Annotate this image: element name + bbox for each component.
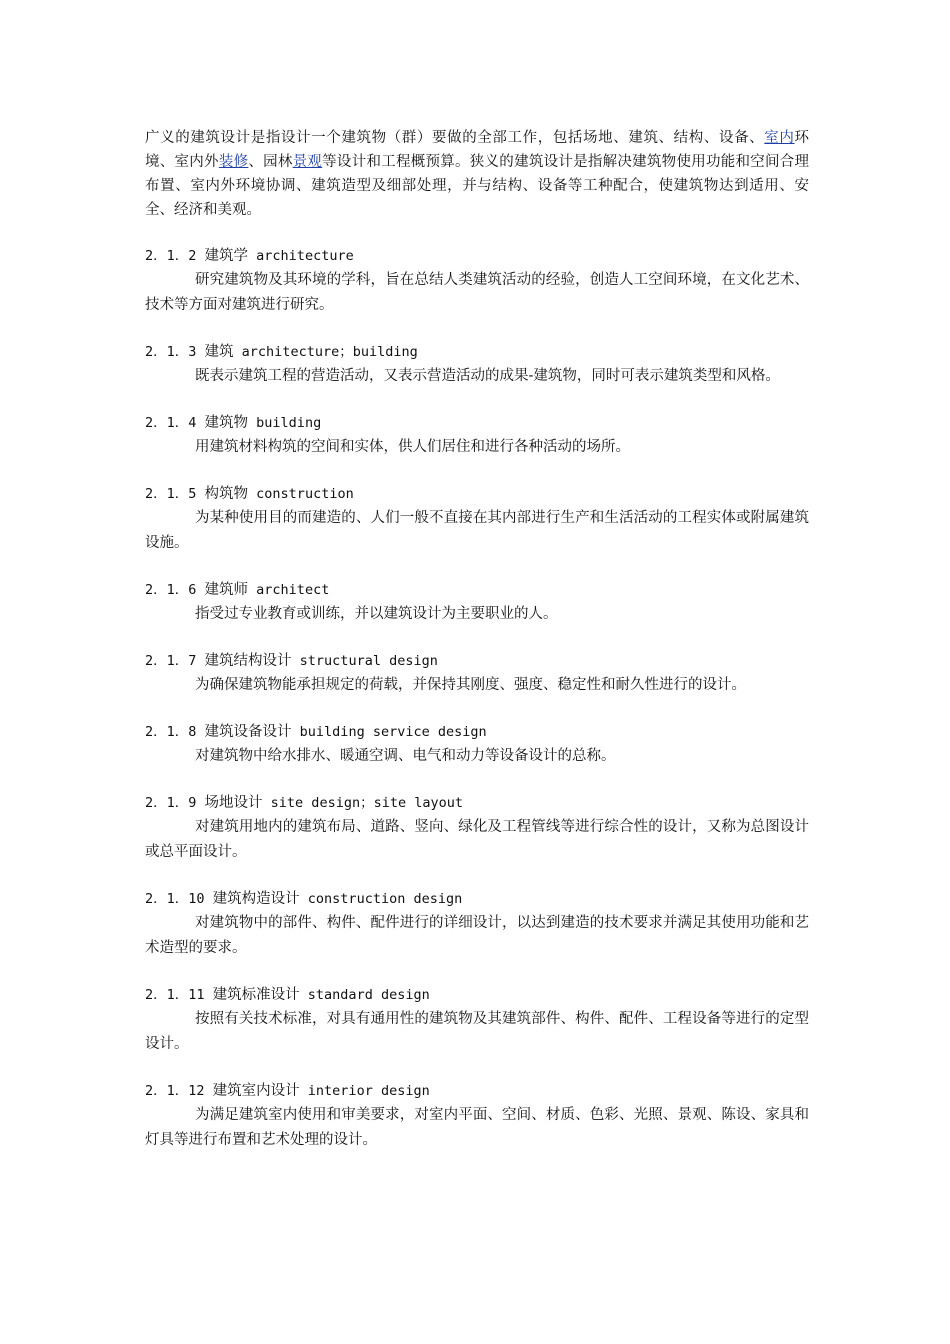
term-entry	[145, 340, 809, 389]
term-english: architecture	[256, 248, 354, 264]
term-heading	[145, 649, 809, 673]
term-entry	[145, 791, 809, 865]
term-number: 2．1．6	[145, 582, 197, 598]
term-definition: 对建筑用地内的建筑布局、道路、竖向、绿化及工程管线等进行综合性的设计，又称为总图设计或总平面设计。	[145, 819, 809, 860]
term-number: 2．1．9	[145, 795, 197, 811]
term-number: 2．1．11	[145, 987, 205, 1003]
term-list	[145, 244, 809, 1153]
term-definition: 指受过专业教育或训练，并以建筑设计为主要职业的人。	[195, 606, 558, 622]
term-heading	[145, 244, 809, 268]
term-number: 2．1．8	[145, 724, 197, 740]
term-number: 2．1．2	[145, 248, 197, 264]
term-chinese: 建筑结构设计	[204, 653, 292, 669]
term-english: construction design	[307, 891, 463, 907]
term-entry	[145, 649, 809, 698]
term-entry	[145, 244, 809, 318]
term-chinese: 建筑学	[204, 248, 249, 264]
term-heading	[145, 578, 809, 602]
term-chinese: 建筑室内设计	[212, 1083, 300, 1099]
intro-text: 等设计和工程概预算。狭义的建筑设计是指解决建筑物使用功能和空间合理布置、室内外环境协调、建筑造型及细部处理，并与结构、设备等工种配合，使建筑物达到适用、安全、经济和美观。	[145, 154, 810, 218]
term-chinese: 建筑	[204, 344, 234, 360]
term-definition: 既表示建筑工程的营造活动，又表示营造活动的成果-建筑物，同时可表示建筑类型和风格。	[195, 368, 780, 384]
term-heading	[145, 791, 809, 815]
intro-text: 、园林	[248, 154, 293, 170]
term-entry	[145, 887, 809, 961]
document-page	[145, 126, 809, 1153]
term-entry	[145, 983, 809, 1057]
term-english: site design；site layout	[270, 795, 463, 811]
link-decoration[interactable]: 装修	[218, 154, 249, 170]
term-chinese: 场地设计	[204, 795, 263, 811]
term-english: interior design	[307, 1083, 430, 1099]
term-heading	[145, 720, 809, 744]
term-definition: 按照有关技术标准，对具有通用性的建筑物及其建筑部件、构件、配件、工程设备等进行的定型设计。	[145, 1011, 809, 1052]
term-definition: 研究建筑物及其环境的学科，旨在总结人类建筑活动的经验，创造人工空间环境，在文化艺术、技术等方面对建筑进行研究。	[145, 272, 809, 313]
term-number: 2．1．12	[145, 1083, 205, 1099]
term-definition: 为某种使用目的而建造的、人们一般不直接在其内部进行生产和生活活动的工程实体或附属建筑设施。	[145, 510, 809, 551]
term-heading	[145, 482, 809, 506]
term-english: structural design	[299, 653, 438, 669]
term-english: standard design	[307, 987, 430, 1003]
term-definition: 对建筑物中的部件、构件、配件进行的详细设计，以达到建造的技术要求并满足其使用功能和艺术造型的要求。	[145, 915, 809, 956]
term-chinese: 构筑物	[204, 486, 249, 502]
term-english: architecture；building	[241, 344, 418, 360]
term-entry	[145, 1079, 809, 1153]
term-chinese: 建筑构造设计	[212, 891, 300, 907]
link-interior[interactable]: 室内	[764, 130, 795, 146]
intro-text: 广义的建筑设计是指设计一个建筑物（群）要做的全部工作，包括场地、建筑、结构、设备、	[145, 130, 765, 146]
term-number: 2．1．7	[145, 653, 197, 669]
term-number: 2．1．3	[145, 344, 197, 360]
term-definition: 为满足建筑室内使用和审美要求，对室内平面、空间、材质、色彩、光照、景观、陈设、家具和灯具等进行布置和艺术处理的设计。	[145, 1107, 809, 1148]
term-chinese: 建筑标准设计	[212, 987, 300, 1003]
term-entry	[145, 411, 809, 460]
term-chinese: 建筑师	[204, 582, 249, 598]
term-entry	[145, 578, 809, 627]
term-definition: 为确保建筑物能承担规定的荷载，并保持其刚度、强度、稳定性和耐久性进行的设计。	[195, 677, 746, 693]
term-chinese: 建筑物	[204, 415, 249, 431]
term-entry	[145, 720, 809, 769]
term-english: building service design	[299, 724, 487, 740]
term-chinese: 建筑设备设计	[204, 724, 292, 740]
term-number: 2．1．10	[145, 891, 205, 907]
intro-paragraph	[145, 126, 809, 222]
term-heading	[145, 983, 809, 1007]
term-english: building	[256, 415, 322, 431]
link-landscape[interactable]: 景观	[292, 154, 323, 170]
term-number: 2．1．4	[145, 415, 197, 431]
term-heading	[145, 411, 809, 435]
term-entry	[145, 482, 809, 556]
term-definition: 对建筑物中给水排水、暖通空调、电气和动力等设备设计的总称。	[195, 748, 616, 764]
intro-text: 环境、室内外	[145, 130, 810, 170]
term-definition: 用建筑材料构筑的空间和实体，供人们居住和进行各种活动的场所。	[195, 439, 630, 455]
term-heading	[145, 340, 809, 364]
term-english: construction	[256, 486, 354, 502]
term-heading	[145, 1079, 809, 1103]
term-english: architect	[256, 582, 330, 598]
term-heading	[145, 887, 809, 911]
term-number: 2．1．5	[145, 486, 197, 502]
